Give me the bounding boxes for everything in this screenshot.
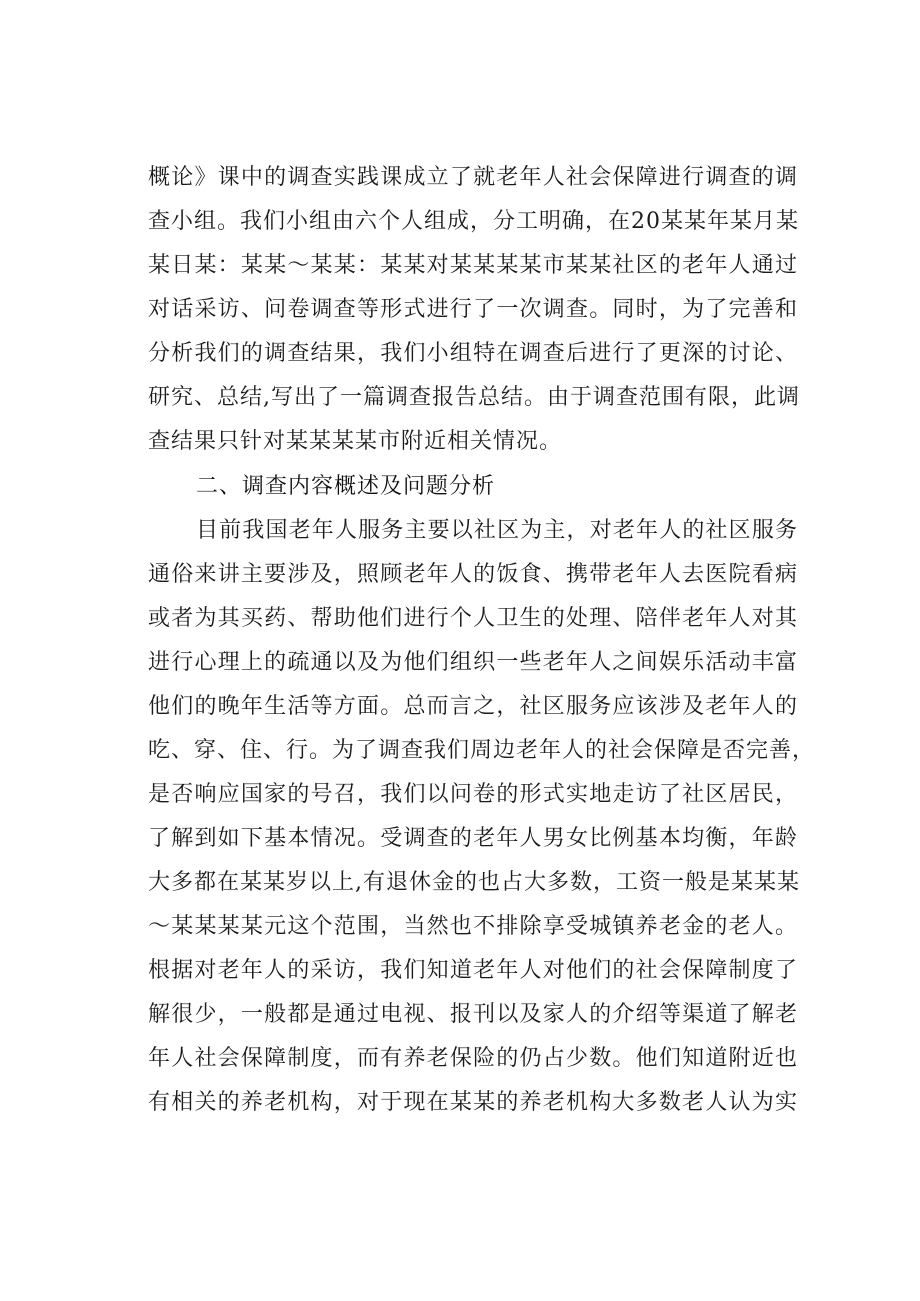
paragraph-2-line-14: 有相关的养老机构，对于现在某某的养老机构大多数老人认为实 bbox=[148, 1090, 798, 1115]
paragraph-2-line-9: 大多都在某某岁以上,有退休金的也占大多数，工资一般是某某某 bbox=[148, 870, 800, 895]
paragraph-1-line-6: 研究、总结,写出了一篇调查报告总结。由于调查范围有限，此调 bbox=[148, 385, 800, 410]
paragraph-2-line-5: 他们的晚年生活等方面。总而言之，社区服务应该涉及老年人的 bbox=[148, 694, 798, 719]
paragraph-1-line-4: 对话采访、问卷调查等形式进行了一次调查。同时，为了完善和 bbox=[148, 297, 798, 322]
paragraph-1-line-5: 分析我们的调查结果，我们小组特在调查后进行了更深的讨论、 bbox=[148, 341, 798, 366]
paragraph-1-line-1: 概论》课中的调查实践课成立了就老年人社会保障进行调查的调 bbox=[148, 165, 798, 190]
paragraph-2-line-8: 了解到如下基本情况。受调查的老年人男女比例基本均衡，年龄 bbox=[148, 826, 798, 851]
paragraph-1-line-7: 查结果只针对某某某某市附近相关情况。 bbox=[148, 429, 563, 454]
paragraph-2-line-12: 解很少，一般都是通过电视、报刊以及家人的介绍等渠道了解老 bbox=[148, 1002, 798, 1027]
paragraph-2-line-2: 通俗来讲主要涉及，照顾老年人的饭食、携带老年人去医院看病 bbox=[148, 562, 798, 587]
paragraph-2-line-1: 目前我国老年人服务主要以社区为主，对老年人的社区服务 bbox=[196, 518, 798, 543]
paragraph-2-line-13: 年人社会保障制度，而有养老保险的仍占少数。他们知道附近也 bbox=[148, 1046, 798, 1071]
paragraph-2-line-11: 根据对老年人的采访，我们知道老年人对他们的社会保障制度了 bbox=[148, 958, 798, 983]
paragraph-2-line-10: ～某某某某元这个范围，当然也不排除享受城镇养老金的老人。 bbox=[148, 914, 798, 939]
paragraph-2-line-3: 或者为其买药、帮助他们进行个人卫生的处理、陪伴老年人对其 bbox=[148, 606, 798, 631]
paragraph-2-line-6: 吃、穿、住、行。为了调查我们周边老年人的社会保障是否完善， bbox=[148, 738, 816, 763]
paragraph-1-line-2: 查小组。我们小组由六个人组成，分工明确，在20某某年某月某 bbox=[148, 209, 799, 234]
paragraph-2-line-4: 进行心理上的疏通以及为他们组织一些老年人之间娱乐活动丰富 bbox=[148, 650, 798, 675]
paragraph-2-line-7: 是否响应国家的号召，我们以问卷的形式实地走访了社区居民， bbox=[148, 782, 798, 807]
paragraph-1-line-3: 某日某：某某～某某：某某对某某某某市某某社区的老年人通过 bbox=[148, 253, 798, 278]
section-heading: 二、调查内容概述及问题分析 bbox=[196, 474, 496, 499]
